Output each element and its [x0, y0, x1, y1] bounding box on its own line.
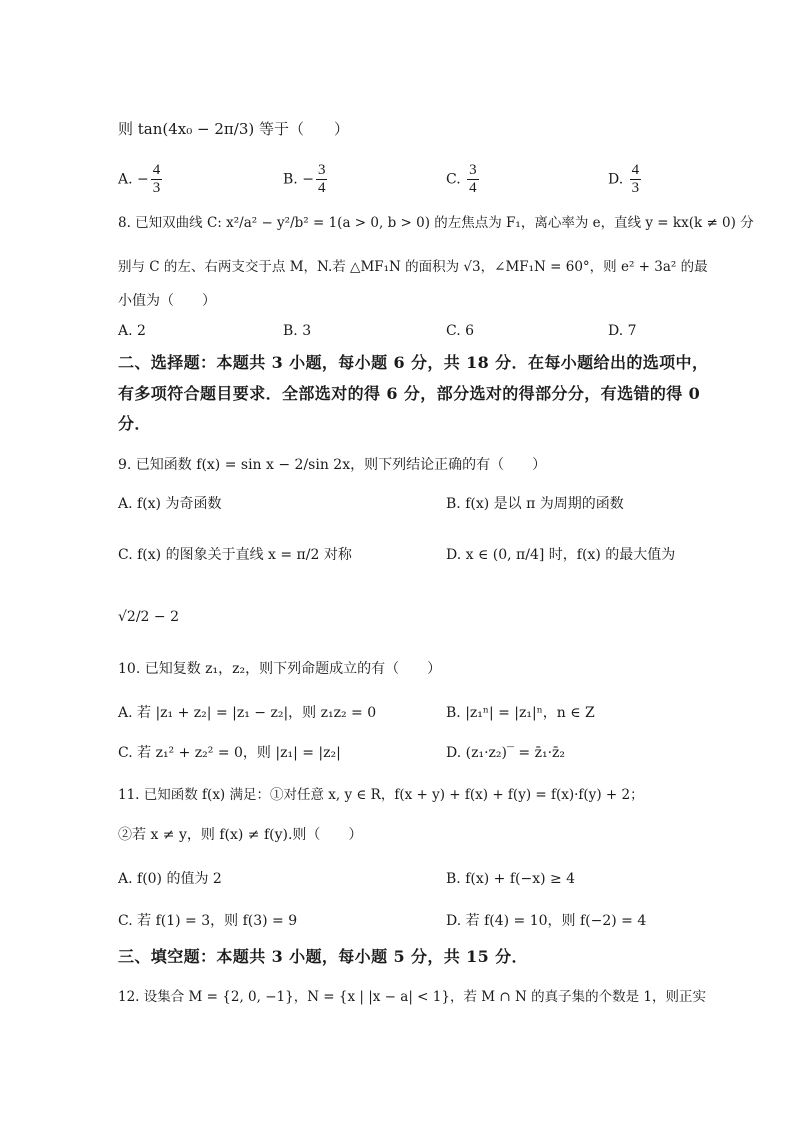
q7-option-a: A. − $\frac{4}{3}$ — [118, 162, 161, 196]
q10-option-c: C. 若 z₁² + z₂² = 0，则 |z₁| = |z₂| — [118, 745, 341, 761]
q8-option-a: A. 2 — [118, 323, 146, 339]
q11-option-b: B. f(x) + f(−x) ≥ 4 — [446, 871, 576, 887]
q11-stem-line-1: 11. 已知函数 f(x) 满足：①对任意 x, y ∈ R，f(x + y) + f(x) + f(y) = f(x)·f(y) + 2； — [118, 787, 644, 803]
section3-heading: 三、填空题：本题共 3 小题，每小题 5 分，共 15 分． — [118, 947, 528, 966]
q8-line-3: 小值为（ ） — [118, 293, 216, 309]
q9-option-c: C. f(x) 的图象关于直线 x = π/2 对称 — [118, 547, 352, 563]
q11-stem-line-2: ②若 x ≠ y，则 f(x) ≠ f(y).则（ ） — [118, 827, 363, 843]
q9-option-b: B. f(x) 是以 π 为周期的函数 — [446, 496, 624, 512]
q9-option-a: A. f(x) 为奇函数 — [118, 496, 222, 512]
q7-option-d: D. $\frac{4}{3}$ — [608, 162, 640, 196]
q8-option-b: B. 3 — [283, 323, 312, 339]
q10-option-d: D. (z₁·z₂)‾ = z̄₁·z̄₂ — [446, 745, 566, 761]
q11-option-d: D. 若 f(4) = 10，则 f(−2) = 4 — [446, 913, 647, 929]
q7-option-b: B. − $\frac{3}{4}$ — [283, 162, 326, 196]
section2-heading-line-3: 分． — [118, 414, 151, 433]
q8-option-c: C. 6 — [446, 323, 475, 339]
q8-line-1: 8. 已知双曲线 C: x²/a² − y²/b² = 1(a > 0, b > 0) 的左焦点为 F₁，离心率为 e，直线 y = kx(k ≠ 0) 分 — [118, 215, 754, 231]
q9-option-d: D. x ∈ (0, π/4] 时，f(x) 的最大值为 — [446, 547, 676, 563]
q9-option-d-continuation: √2/2 − 2 — [118, 609, 179, 625]
q8-option-d: D. 7 — [608, 323, 637, 339]
q12-line-1: 12. 设集合 M = {2, 0, −1}，N = {x | |x − a| < 1}，若 M ∩ N 的真子集的个数是 1，则正实 — [118, 989, 706, 1005]
section2-heading-line-2: 有多项符合题目要求．全部选对的得 6 分，部分选对的得部分分，有选错的得 0 — [118, 384, 701, 403]
q10-option-a: A. 若 |z₁ + z₂| = |z₁ − z₂|，则 z₁z₂ = 0 — [118, 705, 377, 721]
q7-continuation: 则 tan(4x₀ − 2π/3) 等于（ ） — [118, 120, 349, 138]
q8-line-2: 别与 C 的左、右两支交于点 M，N.若 △MF₁N 的面积为 √3，∠MF₁N = 60°，则 e² + 3a² 的最 — [118, 259, 708, 275]
q10-stem: 10. 已知复数 z₁，z₂，则下列命题成立的有（ ） — [118, 661, 442, 677]
q10-option-b: B. |z₁ⁿ| = |z₁|ⁿ，n ∈ Z — [446, 705, 595, 721]
q7-option-c: C. $\frac{3}{4}$ — [446, 162, 477, 196]
q9-stem: 9. 已知函数 f(x) = sin x − 2/sin 2x，则下列结论正确的有（ ） — [118, 457, 547, 473]
section2-heading-line-1: 二、选择题：本题共 3 小题，每小题 6 分，共 18 分．在每小题给出的选项中， — [118, 353, 709, 372]
q11-option-a: A. f(0) 的值为 2 — [118, 871, 222, 887]
q11-option-c: C. 若 f(1) = 3，则 f(3) = 9 — [118, 913, 298, 929]
